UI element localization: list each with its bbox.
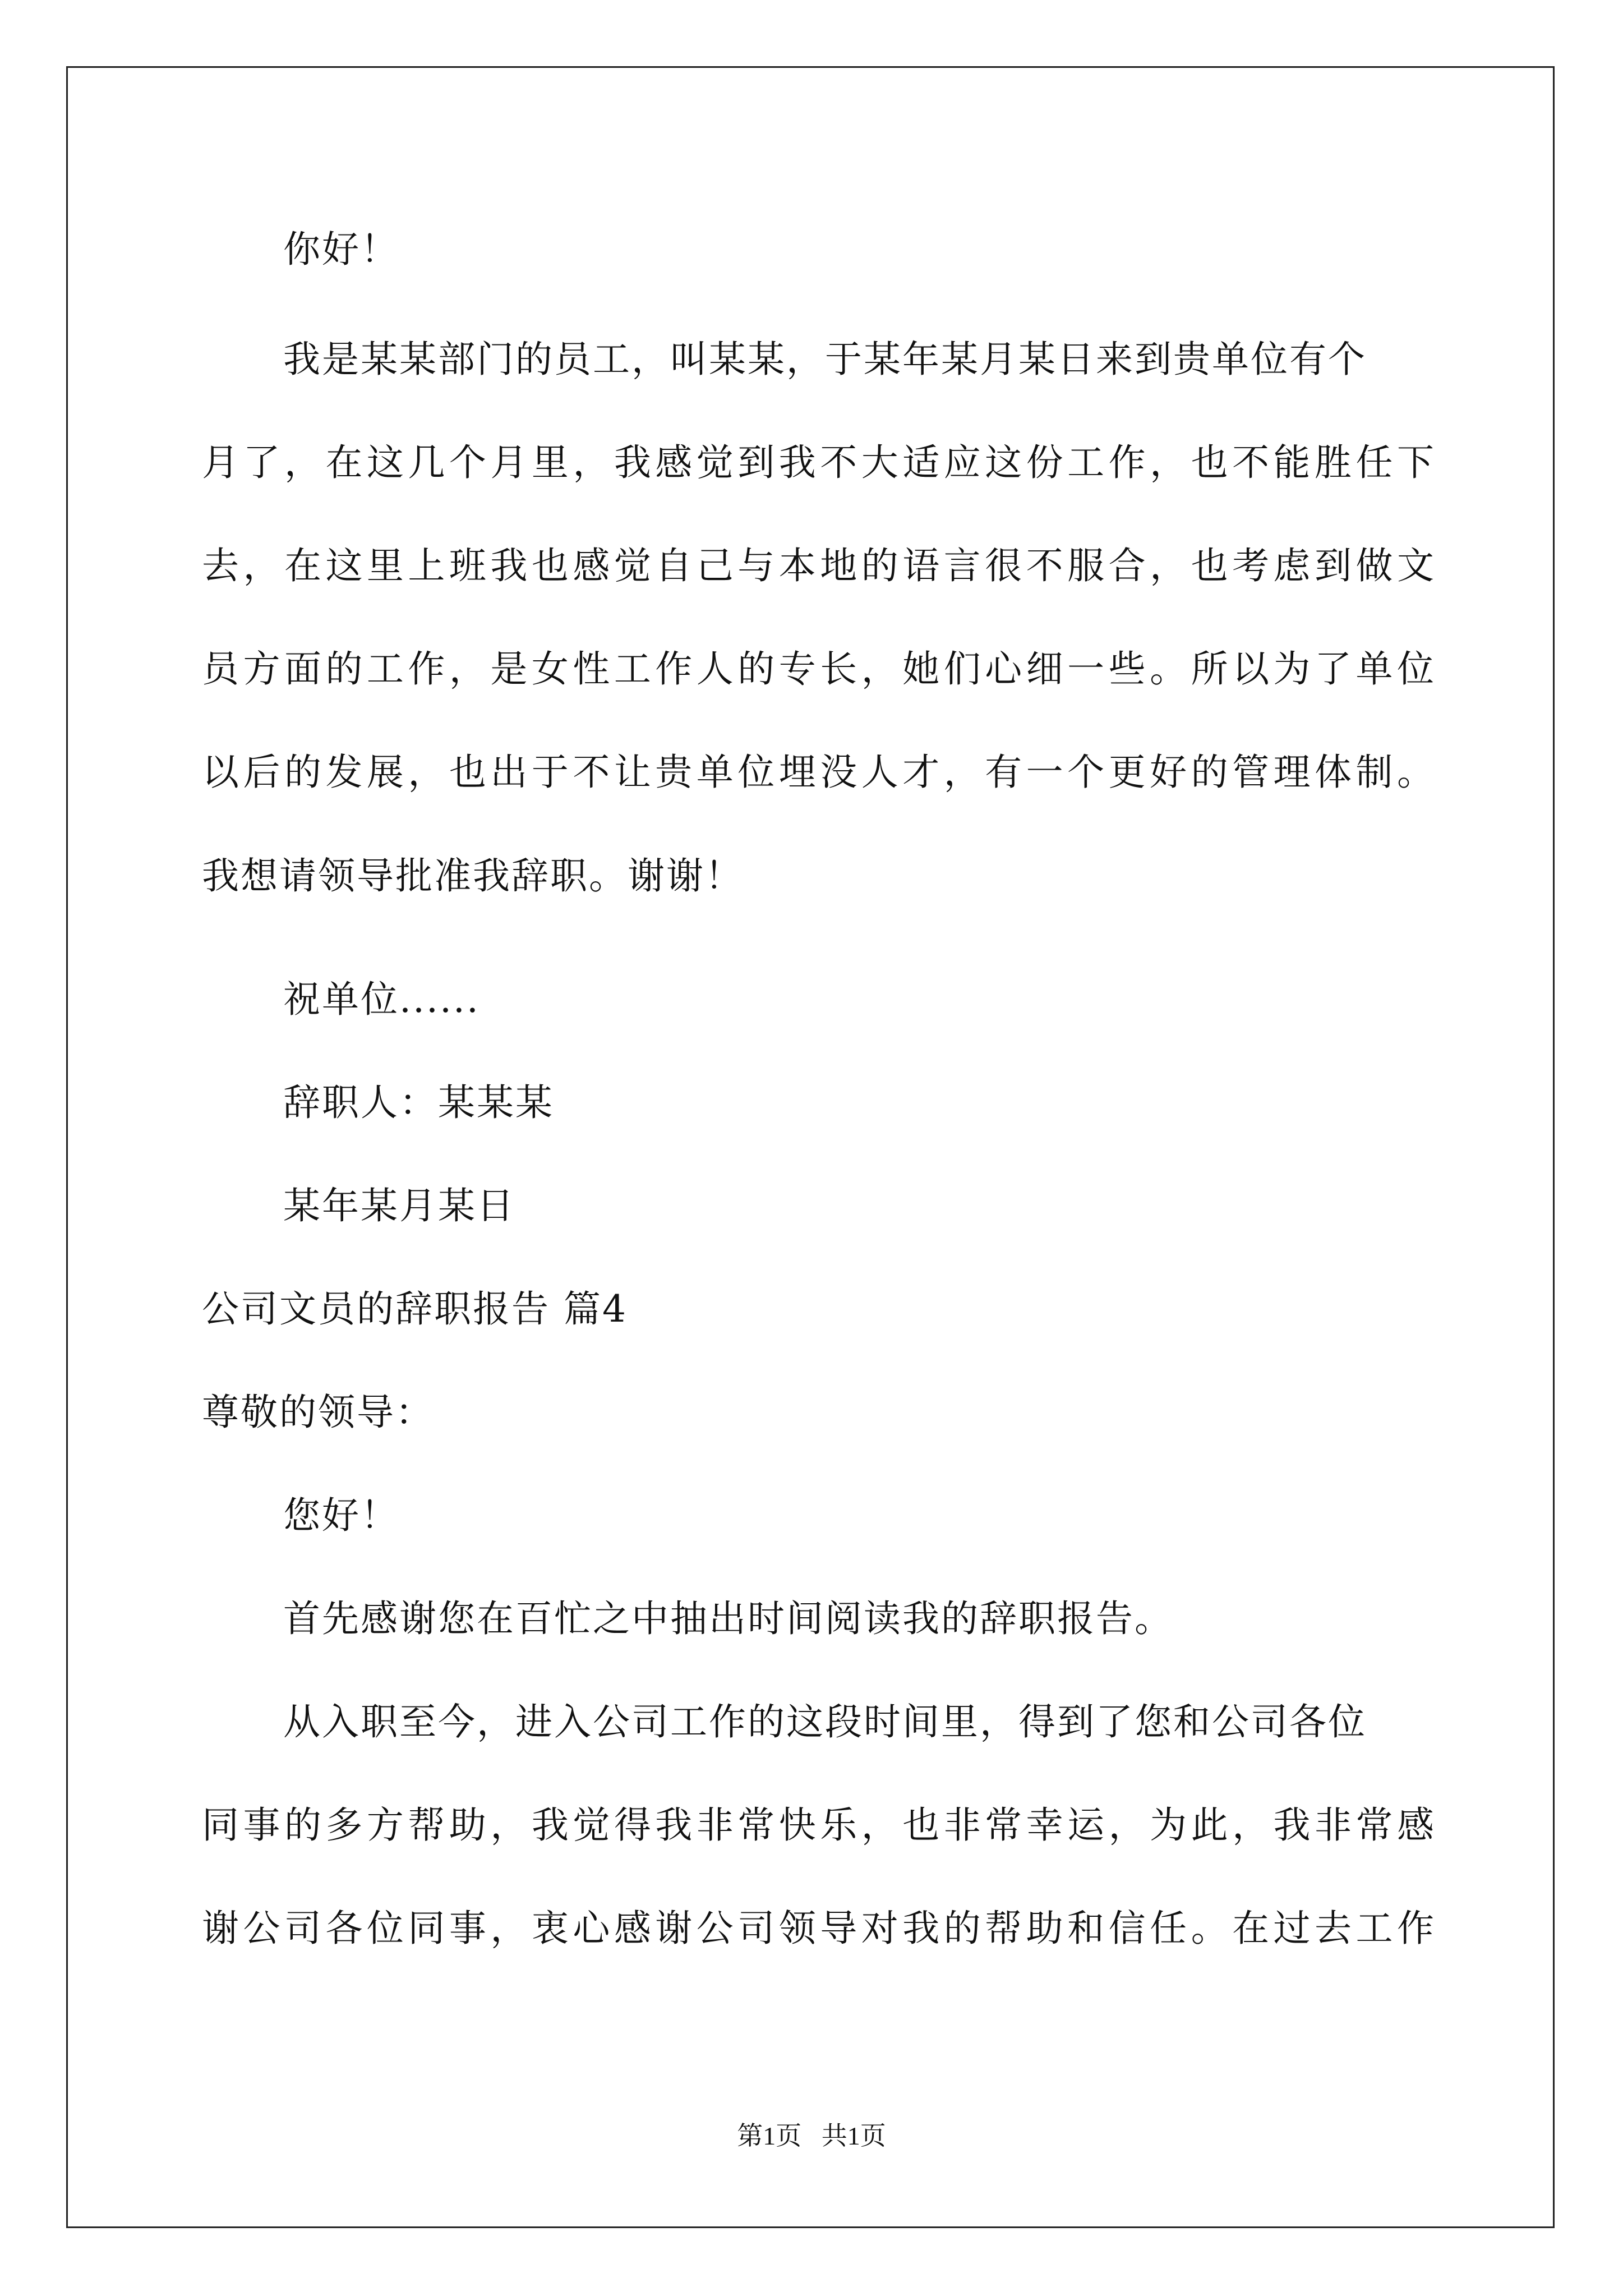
- page-total: 共1页: [821, 2122, 886, 2150]
- page-border: [66, 66, 1555, 2228]
- text-line: 月了，在这几个月里，我感觉到我不大适应这份工作，也不能胜任下: [202, 441, 1436, 484]
- text-line: 从入职至今，进入公司工作的这段时间里，得到了您和公司各位: [283, 1700, 1367, 1743]
- page-footer: [0, 2120, 1623, 2152]
- text-line: 辞职人：某某某: [283, 1081, 554, 1124]
- text-line: 去，在这里上班我也感觉自己与本地的语言很不服合，也考虑到做文: [202, 544, 1436, 587]
- text-line: 你好！: [283, 228, 399, 271]
- text-line: 祝单位......: [283, 978, 480, 1021]
- section-heading: 公司文员的辞职报告 篇4: [202, 1287, 628, 1331]
- salutation: 尊敬的领导：: [202, 1391, 434, 1434]
- text-line: 您好！: [283, 1494, 399, 1537]
- text-line: 员方面的工作，是女性工作人的专长，她们心细一些。所以为了单位: [202, 647, 1436, 691]
- text-line: 同事的多方帮助，我觉得我非常快乐，也非常幸运，为此，我非常感: [202, 1803, 1436, 1847]
- text-line: 首先感谢您在百忙之中抽出时间阅读我的辞职报告。: [283, 1597, 1173, 1640]
- text-line: 我是某某部门的员工，叫某某，于某年某月某日来到贵单位有个: [283, 338, 1367, 381]
- text-line: 谢公司各位同事，衷心感谢公司领导对我的帮助和信任。在过去工作: [202, 1907, 1436, 1950]
- text-line: 某年某月某日: [283, 1184, 515, 1227]
- text-line: 以后的发展，也出于不让贵单位埋没人才，有一个更好的管理体制。: [202, 751, 1436, 794]
- page-current: 第1页: [737, 2122, 802, 2150]
- text-line: 我想请领导批准我辞职。谢谢！: [202, 854, 744, 898]
